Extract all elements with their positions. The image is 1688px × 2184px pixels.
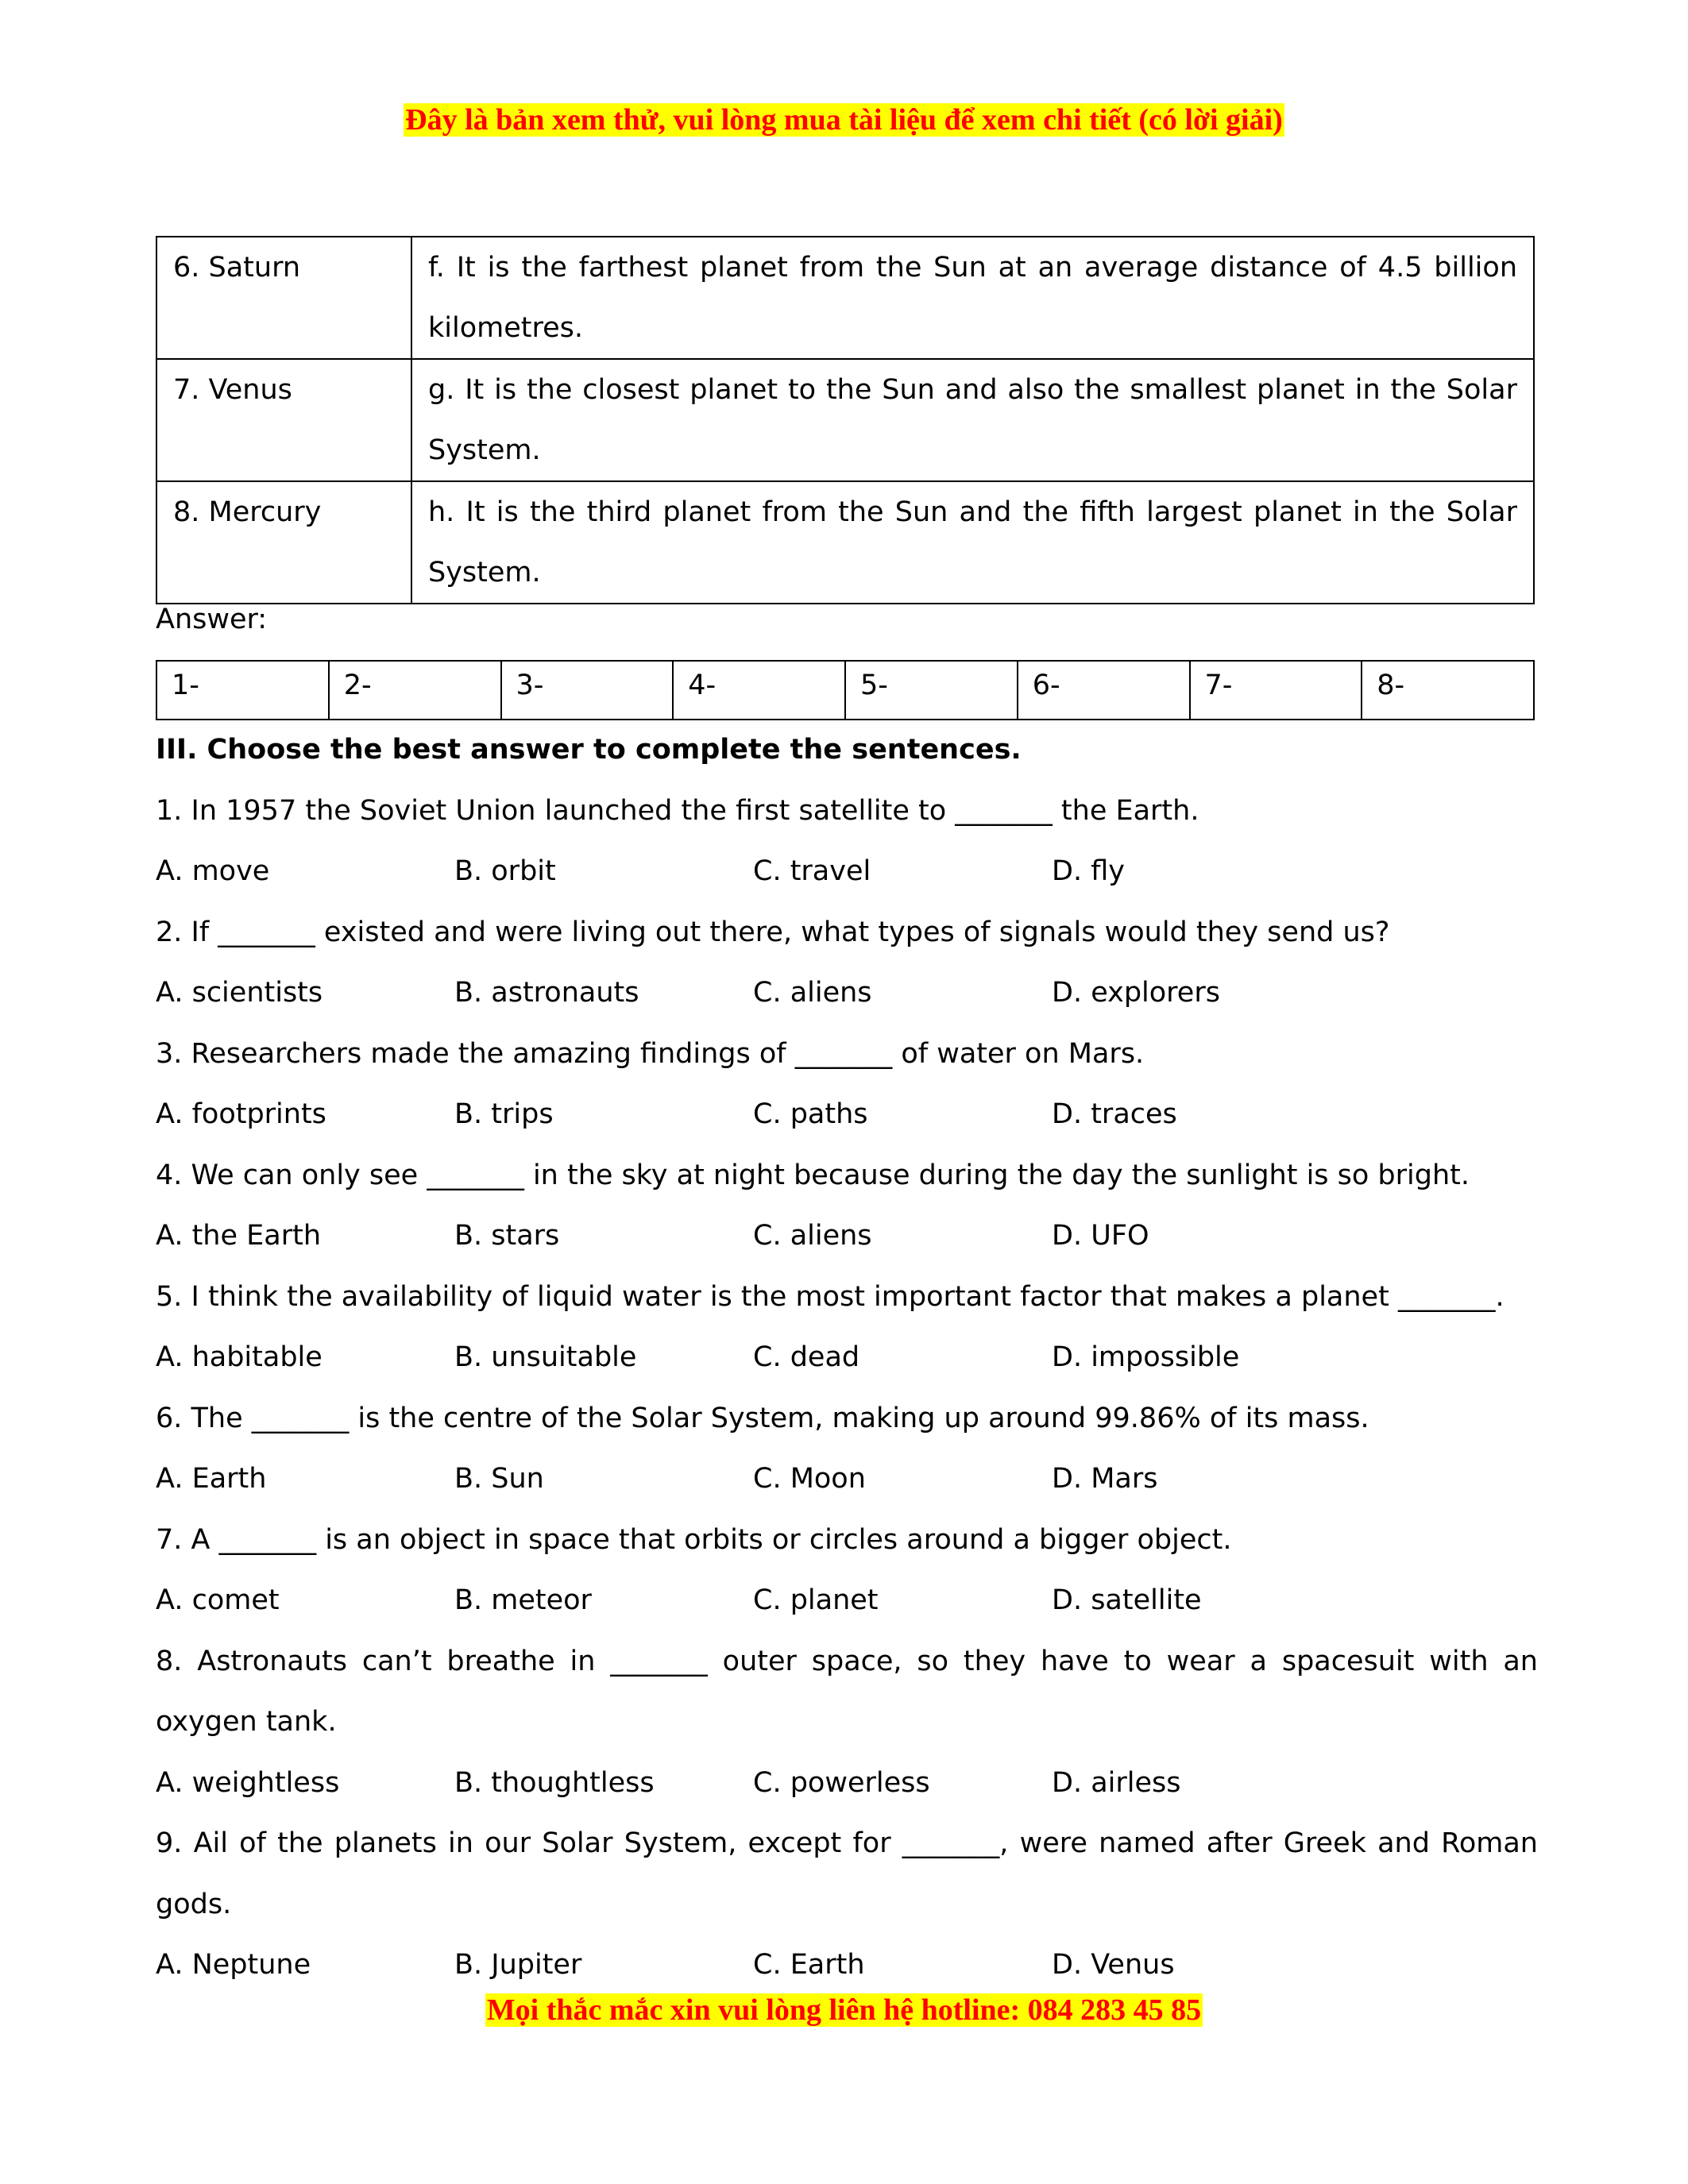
- answer-option: B. stars: [454, 1220, 560, 1252]
- answer-option: B. meteor: [454, 1584, 592, 1616]
- answer-option: C. dead: [753, 1341, 860, 1373]
- answer-options: [156, 1449, 1538, 1510]
- question-text: 1. In 1957 the Soviet Union launched the first satellite to _______ the Earth.: [156, 794, 1199, 827]
- answer-option: B. astronauts: [454, 977, 639, 1009]
- answer-option: D. impossible: [1052, 1341, 1240, 1373]
- answer-option: D. Venus: [1052, 1949, 1175, 1981]
- answer-cell: 6-: [1018, 661, 1190, 720]
- answer-option: A. Earth: [156, 1463, 267, 1495]
- answer-option: D. UFO: [1052, 1220, 1149, 1252]
- answer-option: B. orbit: [454, 855, 556, 887]
- answer-label: Answer:: [156, 604, 268, 635]
- section-title: III. Choose the best answer to complete the sentences.: [156, 734, 1022, 766]
- answer-option: D. airless: [1052, 1766, 1181, 1799]
- matching-table: [156, 236, 1535, 604]
- planet-cell: 8. Mercury: [156, 481, 411, 604]
- question-text: 9. Ail of the planets in our Solar System, except for _______, were named after Greek and Roman gods.: [156, 1827, 1538, 1920]
- answer-option: A. the Earth: [156, 1220, 322, 1252]
- answer-option: C. planet: [753, 1584, 879, 1616]
- description-cell: h. It is the third planet from the Sun and the fifth largest planet in the Solar System.: [411, 481, 1534, 604]
- answer-options: [156, 1753, 1538, 1814]
- preview-notice-text: Đây là bản xem thử, vui lòng mua tài liệu để xem chi tiết (có lời giải): [405, 103, 1283, 137]
- answer-grid: [156, 660, 1535, 720]
- answer-option: C. Earth: [753, 1949, 865, 1981]
- answer-option: D. fly: [1052, 855, 1125, 887]
- answer-cell: 4-: [673, 661, 845, 720]
- question-text: 5. I think the availability of liquid water is the most important factor that makes a planet _______.: [156, 1280, 1505, 1313]
- exercise-section: [156, 720, 1538, 1996]
- question-text: 4. We can only see _______ in the sky at night because during the day the sunlight is so bright.: [156, 1159, 1470, 1191]
- description-cell: g. It is the closest planet to the Sun and also the smallest planet in the Solar System.: [411, 359, 1534, 481]
- answer-option: B. Sun: [454, 1463, 544, 1495]
- answer-options: [156, 1327, 1538, 1388]
- question-text: 7. A _______ is an object in space that orbits or circles around a bigger object.: [156, 1523, 1232, 1556]
- planet-cell: 6. Saturn: [156, 237, 411, 359]
- question-text: 3. Researchers made the amazing findings of _______ of water on Mars.: [156, 1037, 1145, 1070]
- answer-option: C. paths: [753, 1098, 868, 1130]
- answer-option: A. scientists: [156, 977, 323, 1009]
- answer-option: A. move: [156, 855, 270, 887]
- answer-option: A. habitable: [156, 1341, 323, 1373]
- question-text: 6. The _______ is the centre of the Solar System, making up around 99.86% of its mass.: [156, 1402, 1369, 1434]
- table-row: [156, 237, 1534, 359]
- answer-options: [156, 963, 1538, 1024]
- answer-option: B. trips: [454, 1098, 554, 1130]
- planet-cell: 7. Venus: [156, 359, 411, 481]
- table-row: [156, 481, 1534, 604]
- hotline-banner: [0, 1992, 1688, 2028]
- hotline-text: Mọi thắc mắc xin vui lòng liên hệ hotline: 084 283 45 85: [486, 1993, 1202, 2027]
- answer-option: A. Neptune: [156, 1949, 311, 1981]
- answer-option: D. traces: [1052, 1098, 1177, 1130]
- answer-cell: 3-: [501, 661, 674, 720]
- answer-option: C. travel: [753, 855, 871, 887]
- question-text: 2. If _______ existed and were living out there, what types of signals would they send us?: [156, 916, 1390, 948]
- answer-option: D. Mars: [1052, 1463, 1158, 1495]
- answer-option: A. comet: [156, 1584, 280, 1616]
- table-row: [156, 359, 1534, 481]
- answer-option: C. aliens: [753, 1220, 872, 1252]
- answer-option: C. aliens: [753, 977, 872, 1009]
- answer-option: A. weightless: [156, 1766, 340, 1799]
- question-text: 8. Astronauts can’t breathe in _______ outer space, so they have to wear a spacesuit with an oxygen tank.: [156, 1645, 1538, 1738]
- preview-notice-banner: [0, 102, 1688, 138]
- answer-cell: 8-: [1362, 661, 1534, 720]
- answer-cell: 5-: [845, 661, 1018, 720]
- answer-cell: 1-: [156, 661, 329, 720]
- answer-options: [156, 841, 1538, 902]
- answer-option: C. powerless: [753, 1766, 930, 1799]
- answer-options: [156, 1206, 1538, 1267]
- answer-cell: 2-: [329, 661, 501, 720]
- answer-option: B. unsuitable: [454, 1341, 637, 1373]
- answer-option: C. Moon: [753, 1463, 866, 1495]
- answer-option: A. footprints: [156, 1098, 326, 1130]
- answer-option: B. Jupiter: [454, 1949, 582, 1981]
- answer-options: [156, 1570, 1538, 1631]
- answer-cell: 7-: [1190, 661, 1362, 720]
- answer-options: [156, 1084, 1538, 1145]
- description-cell: f. It is the farthest planet from the Sun at an average distance of 4.5 billion kilometres.: [411, 237, 1534, 359]
- question-list: [156, 781, 1538, 1996]
- answer-option: B. thoughtless: [454, 1766, 655, 1799]
- answer-option: D. explorers: [1052, 977, 1220, 1009]
- answer-options: [156, 1935, 1538, 1996]
- table-row: [156, 661, 1534, 720]
- answer-option: D. satellite: [1052, 1584, 1202, 1616]
